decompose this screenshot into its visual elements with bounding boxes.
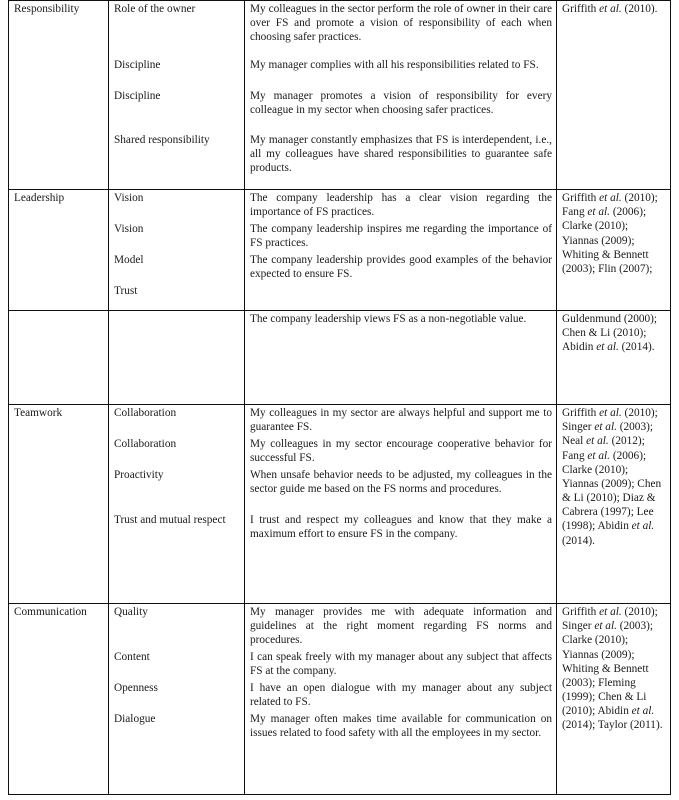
references-text: Griffith et al. (2010). — [562, 3, 658, 15]
statement-text: When unsafe behavior needs to be adjusted, my colleagues in the sector guide me based on the FS norms and procedures. — [250, 469, 552, 496]
statement-text: I can speak freely with my manager about any subject that affects FS at the company. — [250, 651, 552, 678]
subdimension-label: Trust and mutual respect — [114, 514, 226, 526]
references-text: Guldenmund (2000); Chen & Li (2010); Abidin et al. (2014). — [562, 313, 658, 354]
dimension-label: Teamwork — [14, 407, 63, 419]
dimension-label: Responsibility — [14, 3, 80, 15]
statement-text: The company leadership provides good examples of the behavior expected to ensure FS. — [250, 254, 552, 281]
table-row — [9, 1, 671, 190]
statement-text: My colleagues in my sector are always helpful and support me to guarantee FS. — [250, 407, 552, 434]
table-row — [9, 311, 671, 405]
subdimension-label: Collaboration — [114, 407, 177, 419]
subdimension-label: Discipline — [114, 90, 161, 102]
dimension-label: Leadership — [14, 192, 65, 204]
statement-text: My manager promotes a vision of responsibility for every colleague in my sector when choosing safer practices. — [250, 90, 552, 117]
statement-text: My colleagues in the sector perform the role of owner in their care over FS and promote a vision of responsibility of each when choosing safer practices. — [250, 3, 552, 44]
statement-text: My manager constantly emphasizes that FS is interdependent, i.e., all my colleagues have shared responsibilities to guarantee safe products. — [250, 134, 552, 175]
references-text: Griffith et al. (2010); Singer et al. (2003); Clarke (2010); Yiannas (2009); Whiting & Bennett (2003); Fleming (1999); Chen & Li (2010); Abidin et al. (2014); Taylor (2011). — [562, 606, 663, 732]
subdimension-cell — [109, 311, 245, 405]
references-cell — [557, 190, 671, 311]
statement-cell — [245, 1, 557, 190]
references-cell — [557, 405, 671, 604]
dimension-cell — [9, 1, 109, 190]
statement-text: The company leadership views FS as a non-negotiable value. — [250, 313, 527, 325]
references-cell — [557, 604, 671, 795]
subdimension-label: Content — [114, 651, 150, 663]
subdimension-label: Vision — [114, 223, 144, 235]
subdimension-label: Vision — [114, 192, 144, 204]
statement-text: My manager complies with all his responsibilities related to FS. — [250, 59, 539, 71]
statement-cell — [245, 604, 557, 795]
subdimension-cell — [109, 190, 245, 311]
subdimension-label: Trust — [114, 285, 138, 297]
dimension-cell — [9, 405, 109, 604]
subdimension-cell — [109, 405, 245, 604]
statement-text: I trust and respect my colleagues and know that they make a maximum effort to ensure FS in the company. — [250, 514, 552, 541]
subdimension-label: Quality — [114, 606, 148, 618]
references-text: Griffith et al. (2010); Singer et al. (2003); Neal et al. (2012); Fang et al. (2006); Clarke (2010); Yiannas (2009); Chen & Li (2010); Diaz & Cabrera (1997); Lee (1998); Abidin et al. (2014). — [562, 407, 662, 547]
statement-text: My colleagues in my sector encourage cooperative behavior for successful FS. — [250, 438, 552, 465]
dimension-cell — [9, 604, 109, 795]
dimension-cell — [9, 190, 109, 311]
subdimension-label: Discipline — [114, 59, 161, 71]
table-row — [9, 190, 671, 311]
statement-cell — [245, 311, 557, 405]
statement-text: My manager often makes time available for communication on issues related to food safety with all the employees in my sector. — [250, 713, 552, 740]
statement-text: The company leadership inspires me regarding the importance of FS practices. — [250, 223, 552, 250]
subdimension-label: Model — [114, 254, 144, 266]
statement-text: I have an open dialogue with my manager about any subject related to FS. — [250, 682, 552, 709]
statement-text: My manager provides me with adequate information and guidelines at the right moment regarding FS norms and procedures. — [250, 606, 552, 647]
dimension-cell — [9, 311, 109, 405]
dimension-label: Communication — [14, 606, 87, 618]
subdimension-label: Role of the owner — [114, 3, 196, 15]
references-cell — [557, 311, 671, 405]
subdimension-label: Shared responsibility — [114, 134, 210, 146]
references-cell — [557, 1, 671, 190]
references-text: Griffith et al. (2010); Fang et al. (2006); Clarke (2010); Yiannas (2009); Whiting & Bennett (2003); Flin (2007); — [562, 192, 658, 275]
subdimension-label: Proactivity — [114, 469, 164, 481]
food-safety-culture-table — [8, 0, 671, 795]
table-row — [9, 405, 671, 604]
subdimension-label: Openness — [114, 682, 158, 694]
statement-text: The company leadership has a clear vision regarding the importance of FS practices. — [250, 192, 552, 219]
subdimension-label: Dialogue — [114, 713, 156, 725]
subdimension-cell — [109, 1, 245, 190]
statement-cell — [245, 190, 557, 311]
statement-text — [250, 284, 552, 308]
subdimension-label: Collaboration — [114, 438, 177, 450]
table-row — [9, 604, 671, 795]
statement-cell — [245, 405, 557, 604]
subdimension-cell — [109, 604, 245, 795]
table-body — [9, 1, 671, 795]
